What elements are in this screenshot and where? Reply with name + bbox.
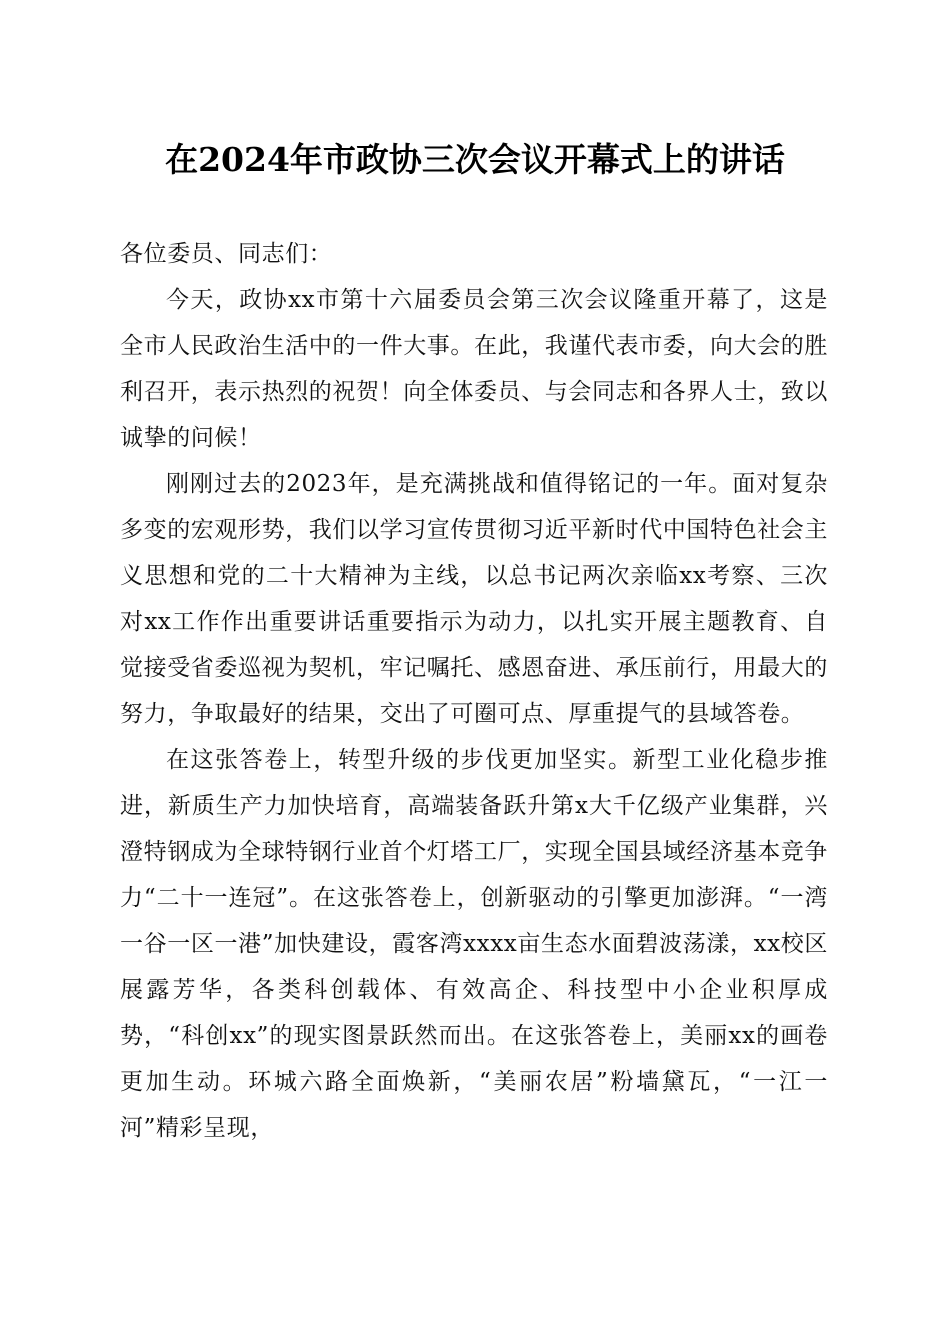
salutation: 各位委员、同志们： <box>120 241 333 267</box>
paragraph-achievements: 在这张答卷上，转型升级的步伐更加坚实。新型工业化稳步推进，新质生产力加快培育，高端装备跃升第x大千亿级产业集群，兴澄特钢成为全球特钢行业首个灯塔工厂，实现全国县域经济基本竞争力“二十一连冠”。在这张答卷上，创新驱动的引擎更加澎湃。“一湾一谷一区一港”加快建设，霞客湾xxxx亩生态水面碧波荡漾，xx校区展露芳华，各类科创载体、有效高企、科技型中小企业积厚成势，“科创xx”的现实图景跃然而出。在这张答卷上，美丽xx的画卷更加生动。环城六路全面焕新，“美丽农居”粉墙黛瓦，“一江一河”精彩呈现， <box>120 747 828 1141</box>
document-body <box>120 231 828 1151</box>
paragraph-greeting: 今天，政协xx市第十六届委员会第三次会议隆重开幕了，这是全市人民政治生活中的一件大事。在此，我谨代表市委，向大会的胜利召开，表示热烈的祝贺！向全体委员、与会同志和各界人士，致以诚挚的问候！ <box>120 287 828 451</box>
document-title: 在2024年市政协三次会议开幕式上的讲话 <box>165 140 785 179</box>
paragraph-review-2023: 刚刚过去的2023年，是充满挑战和值得铭记的一年。面对复杂多变的宏观形势，我们以学习宣传贯彻习近平新时代中国特色社会主义思想和党的二十大精神为主线，以总书记两次亲临xx考察、三次对xx工作作出重要讲话重要指示为动力，以扎实开展主题教育、自觉接受省委巡视为契机，牢记嘱托、感恩奋进、承压前行，用最大的努力，争取最好的结果，交出了可圈可点、厚重提气的县域答卷。 <box>120 471 828 727</box>
